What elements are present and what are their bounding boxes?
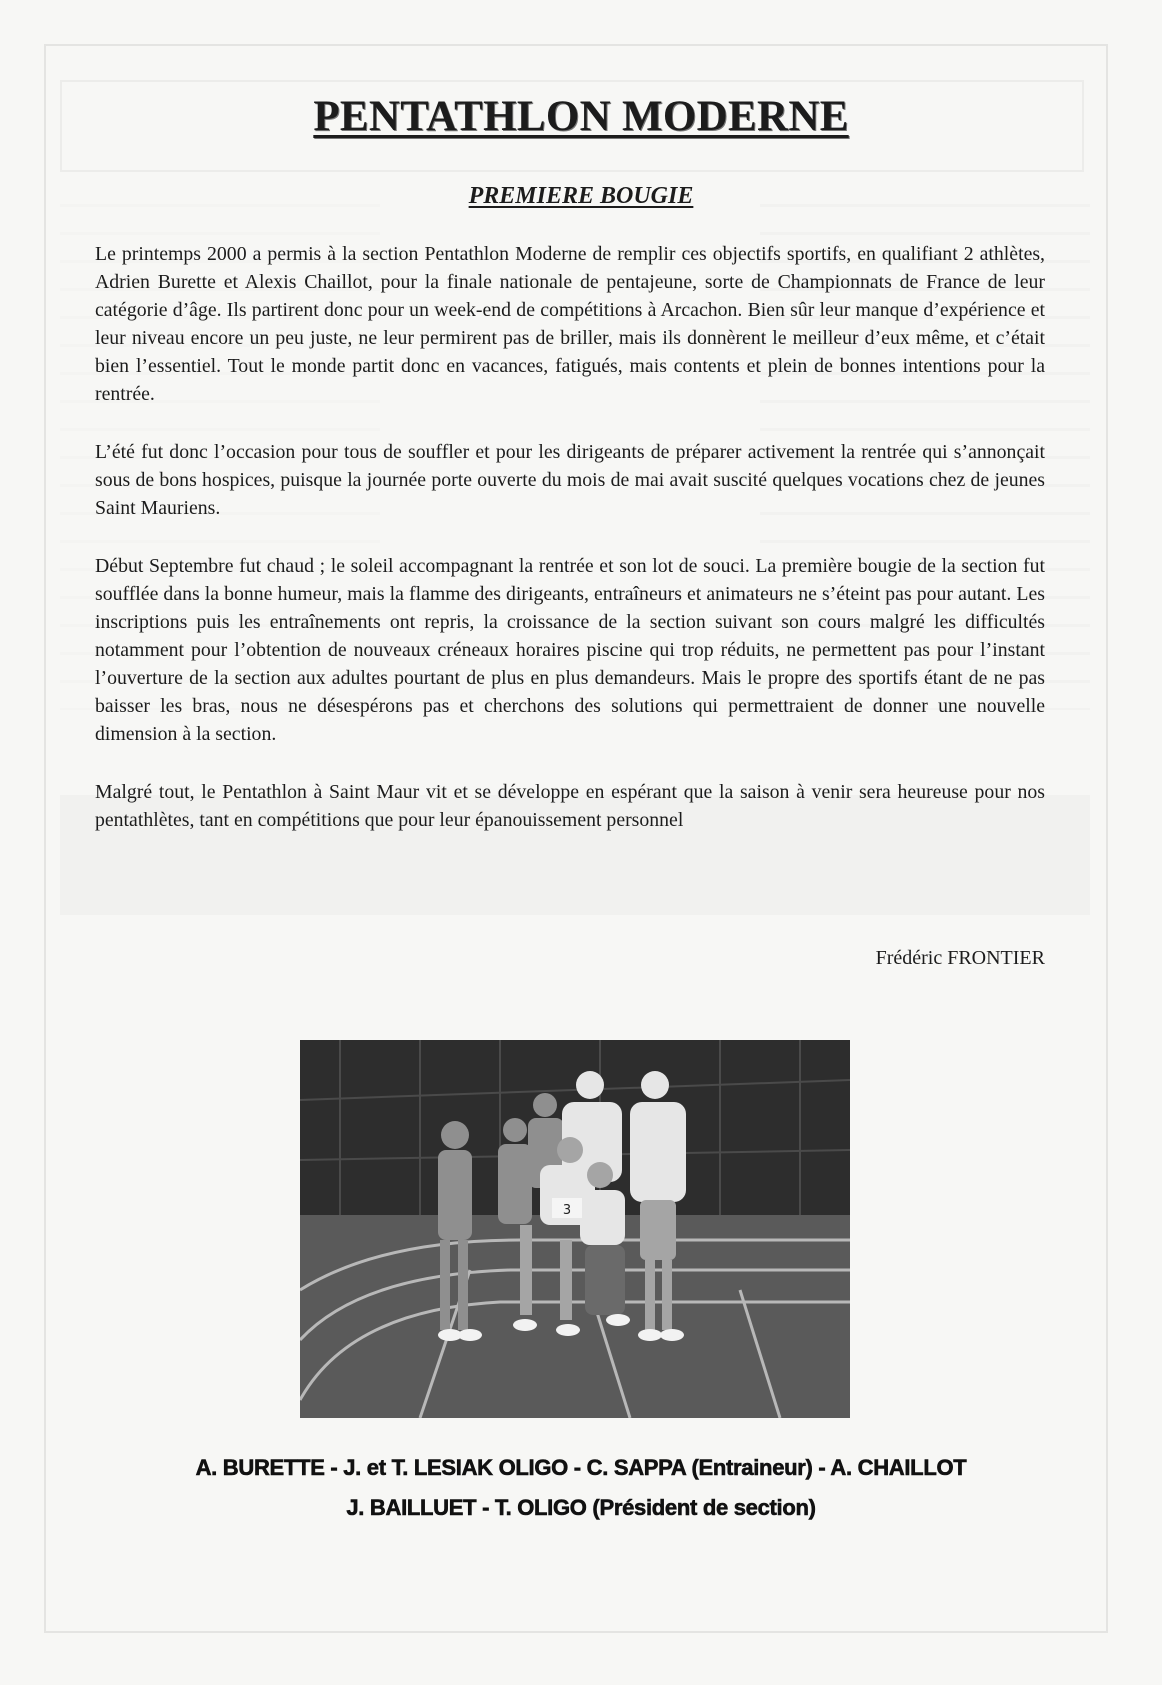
photo-caption-line-1: A. BURETTE - J. et T. LESIAK OLIGO - C. SAPPA (Entraineur) - A. CHAILLOT	[195, 1455, 967, 1480]
paragraph-2: L’été fut donc l’occasion pour tous de souffler et pour les dirigeants de préparer activement la rentrée qui s’annonçait sous de bons hospices, puisque la journée porte ouverte du mois de mai avait suscité quelques vocations chez de jeunes Saint Mauriens.	[95, 441, 1045, 519]
page-title: PENTATHLON MODERNE	[313, 93, 849, 140]
team-photo	[300, 1040, 850, 1418]
paragraph-1: Le printemps 2000 a permis à la section Pentathlon Moderne de remplir ces objectifs sportifs, en qualifiant 2 athlètes, Adrien Burette et Alexis Chaillot, pour la finale nationale de pentajeune, sorte de Championnats de France de leur catégorie d’âge. Ils partirent donc pour un week-end de compétitions à Arcachon. Bien sûr leur manque d’expérience et leur niveau encore un peu juste, ne leur permirent pas de briller, mais ils donnèrent le meilleur d’eux même, et c’était bien l’essentiel. Tout le monde partit donc en vacances, fatigués, mais contents et plein de bonnes intentions pour la rentrée.	[95, 243, 1045, 405]
article-body	[95, 240, 1045, 864]
paragraph-4: Malgré tout, le Pentathlon à Saint Maur vit et se développe en espérant que la saison à venir sera heureuse pour nos pentathlètes, tant en compétitions que pour leur épanouissement personnel	[95, 781, 1045, 831]
paragraph-3: Début Septembre fut chaud ; le soleil accompagnant la rentrée et son lot de souci. La première bougie de la section fut soufflée dans la bonne humeur, mais la flamme des dirigeants, entraîneurs et animateurs ne s’éteint pas pour autant. Les inscriptions puis les entraînements ont repris, la croissance de la section suivant son cours malgré les difficultés notamment pour l’obtention de nouveaux créneaux horaires piscine qui trop réduits, ne permettent pas pour l’instant l’ouverture de la section aux adultes pourtant de plus en plus demandeurs. Mais le propre des sportifs étant de ne pas baisser les bras, nous ne désespérons pas et cherchons des solutions qui permettraient de donner une nouvelle dimension à la section.	[95, 555, 1045, 745]
team-photo-graphic	[300, 1040, 850, 1418]
section-subtitle: PREMIERE BOUGIE	[468, 183, 694, 209]
author-signature: Frédéric FRONTIER	[875, 947, 1045, 969]
bib-number: 3	[562, 1203, 572, 1218]
photo-caption-line-2: J. BAILLUET - T. OLIGO (Président de section)	[346, 1495, 816, 1520]
